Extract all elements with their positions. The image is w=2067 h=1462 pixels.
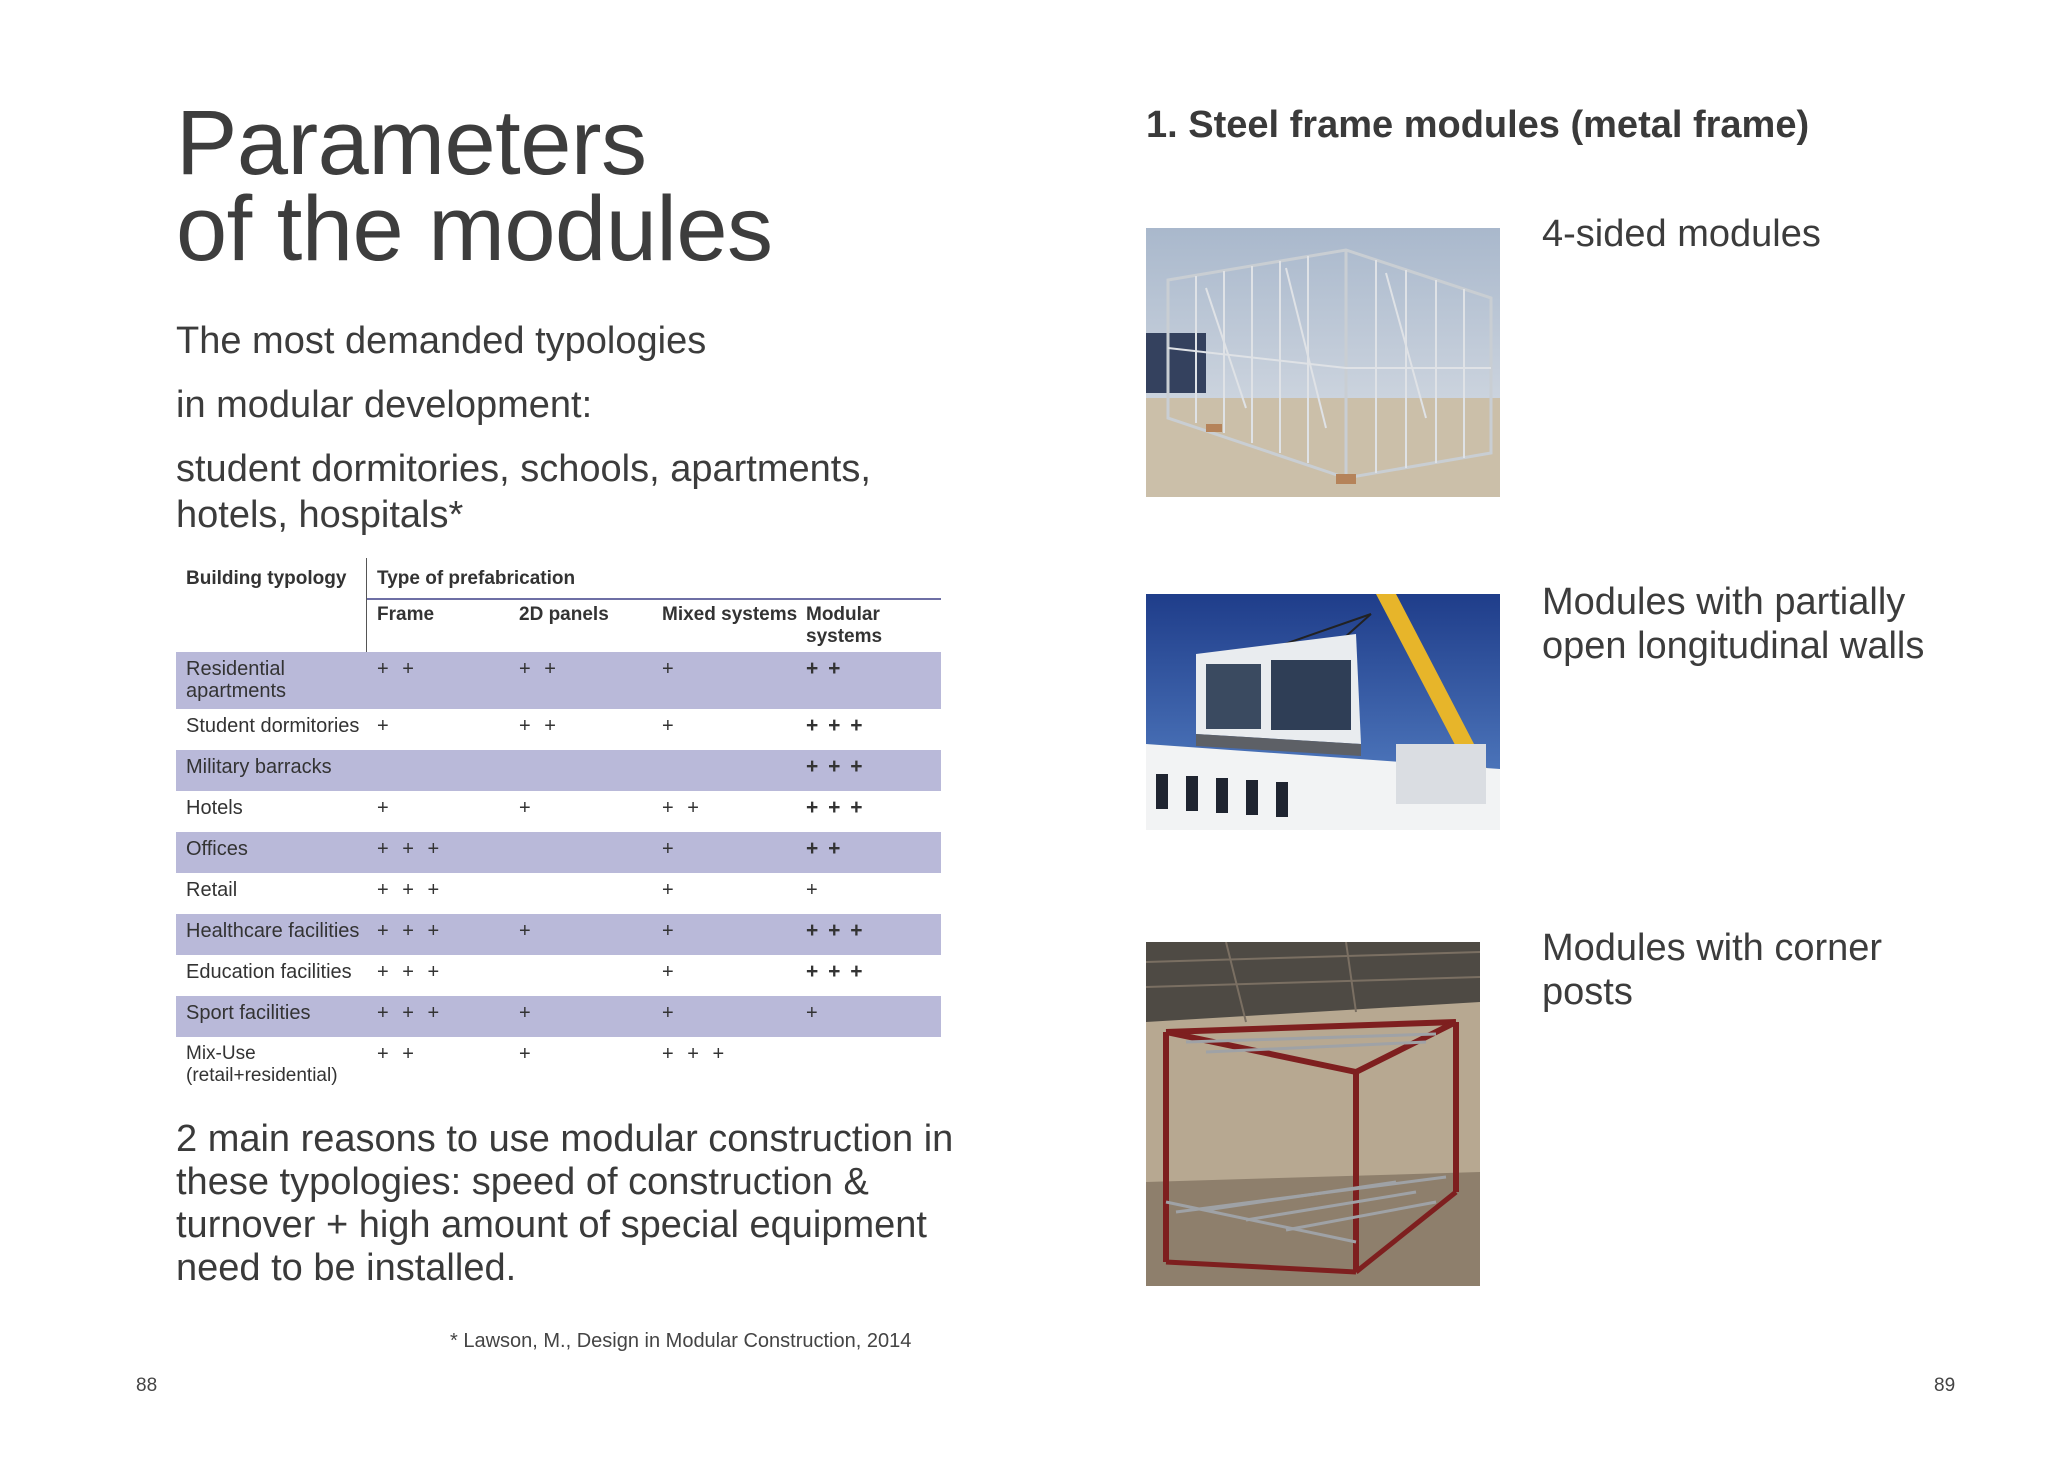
row-label: Hotels [186,797,243,819]
cell-2d-panels: + + [519,715,560,737]
caption-corner-posts: Modules with corner posts [1542,927,1883,1013]
table-row [176,652,941,709]
row-label: Retail [186,879,238,901]
crane-lifting-module-photo [1146,594,1500,830]
cell-frame: + + [377,1043,418,1065]
prefabrication-table [176,558,941,1094]
page-number-right: 89 [1934,1375,1956,1396]
title-line-2: of the modules [176,178,773,280]
cell-modular-systems: + + + [806,919,865,942]
cell-mixed-systems: + + + [662,1043,729,1065]
row-label: Healthcare facilities [186,920,360,942]
row-label: Education facilities [186,961,352,983]
cell-frame: + + + [377,838,444,860]
cell-frame: + + + [377,879,444,901]
table-row [176,832,941,873]
steel-frame-module-photo [1146,228,1500,497]
footnote: * Lawson, M., Design in Modular Construction, 2014 [450,1330,912,1352]
header-mixed-systems: Mixed systems [662,604,798,625]
table-row [176,873,941,914]
cell-mixed-systems: + [662,1002,678,1024]
table-row [176,996,941,1037]
header-rule [367,598,941,600]
cell-modular-systems: + + + [806,796,865,819]
cell-frame: + [377,715,393,737]
cell-modular-systems: + [806,879,822,901]
cell-modular-systems: + + + [806,714,865,737]
caption-partially-open-walls: Modules with partially open longitudinal walls [1542,581,1925,667]
intro-line-3: student dormitories, schools, apartments, hotels, hospitals* [176,448,871,536]
row-label: Student dormitories [186,715,360,737]
cell-mixed-systems: + [662,658,678,680]
cell-mixed-systems: + + [662,797,703,819]
cell-mixed-systems: + [662,920,678,942]
title-line-1: Parameters [176,92,647,194]
cell-modular-systems: + + [806,837,843,860]
table-row [176,791,941,832]
header-divider [366,558,367,655]
cell-2d-panels: + [519,920,535,942]
cell-modular-systems: + + + [806,960,865,983]
cell-frame: + [377,797,393,819]
intro-text [176,318,936,556]
cell-mixed-systems: + [662,715,678,737]
row-label: Offices [186,838,248,860]
table-row [176,1037,941,1094]
cell-2d-panels: + + [519,658,560,680]
page-title [176,92,773,280]
cell-2d-panels: + [519,797,535,819]
cell-mixed-systems: + [662,961,678,983]
cell-mixed-systems: + [662,838,678,860]
table-header [176,558,941,652]
header-frame: Frame [377,604,435,625]
reasons-paragraph: 2 main reasons to use modular construction in these typologies: speed of construction & turnover + high amount of special equipment need to be installed. [176,1118,954,1289]
row-label: Residential apartments [186,658,287,702]
cell-2d-panels: + [519,1002,535,1024]
table-row [176,709,941,750]
cell-2d-panels: + [519,1043,535,1065]
cell-frame: + + + [377,920,444,942]
cell-modular-systems: + + [806,657,843,680]
cell-mixed-systems: + [662,879,678,901]
intro-line-1: The most demanded typologies [176,320,707,362]
header-type-of-prefabrication: Type of prefabrication [377,568,576,589]
header-2d-panels: 2D panels [519,604,609,625]
intro-line-2: in modular development: [176,384,593,426]
cell-frame: + + [377,658,418,680]
table-row [176,914,941,955]
header-building-typology: Building typology [186,568,347,589]
caption-4-sided-modules: 4-sided modules [1542,213,1821,255]
table-row [176,955,941,996]
row-label: Mix-Use (retail+residential) [186,1043,338,1086]
section-title: 1. Steel frame modules (metal frame) [1146,104,1810,146]
header-modular-systems: Modular systems [806,604,883,647]
corner-post-module-photo [1146,942,1480,1286]
cell-frame: + + + [377,961,444,983]
cell-frame: + + + [377,1002,444,1024]
page-number-left: 88 [136,1375,158,1396]
cell-modular-systems: + + + [806,755,865,778]
row-label: Military barracks [186,756,332,778]
row-label: Sport facilities [186,1002,311,1024]
cell-modular-systems: + [806,1002,822,1024]
table-row [176,750,941,791]
